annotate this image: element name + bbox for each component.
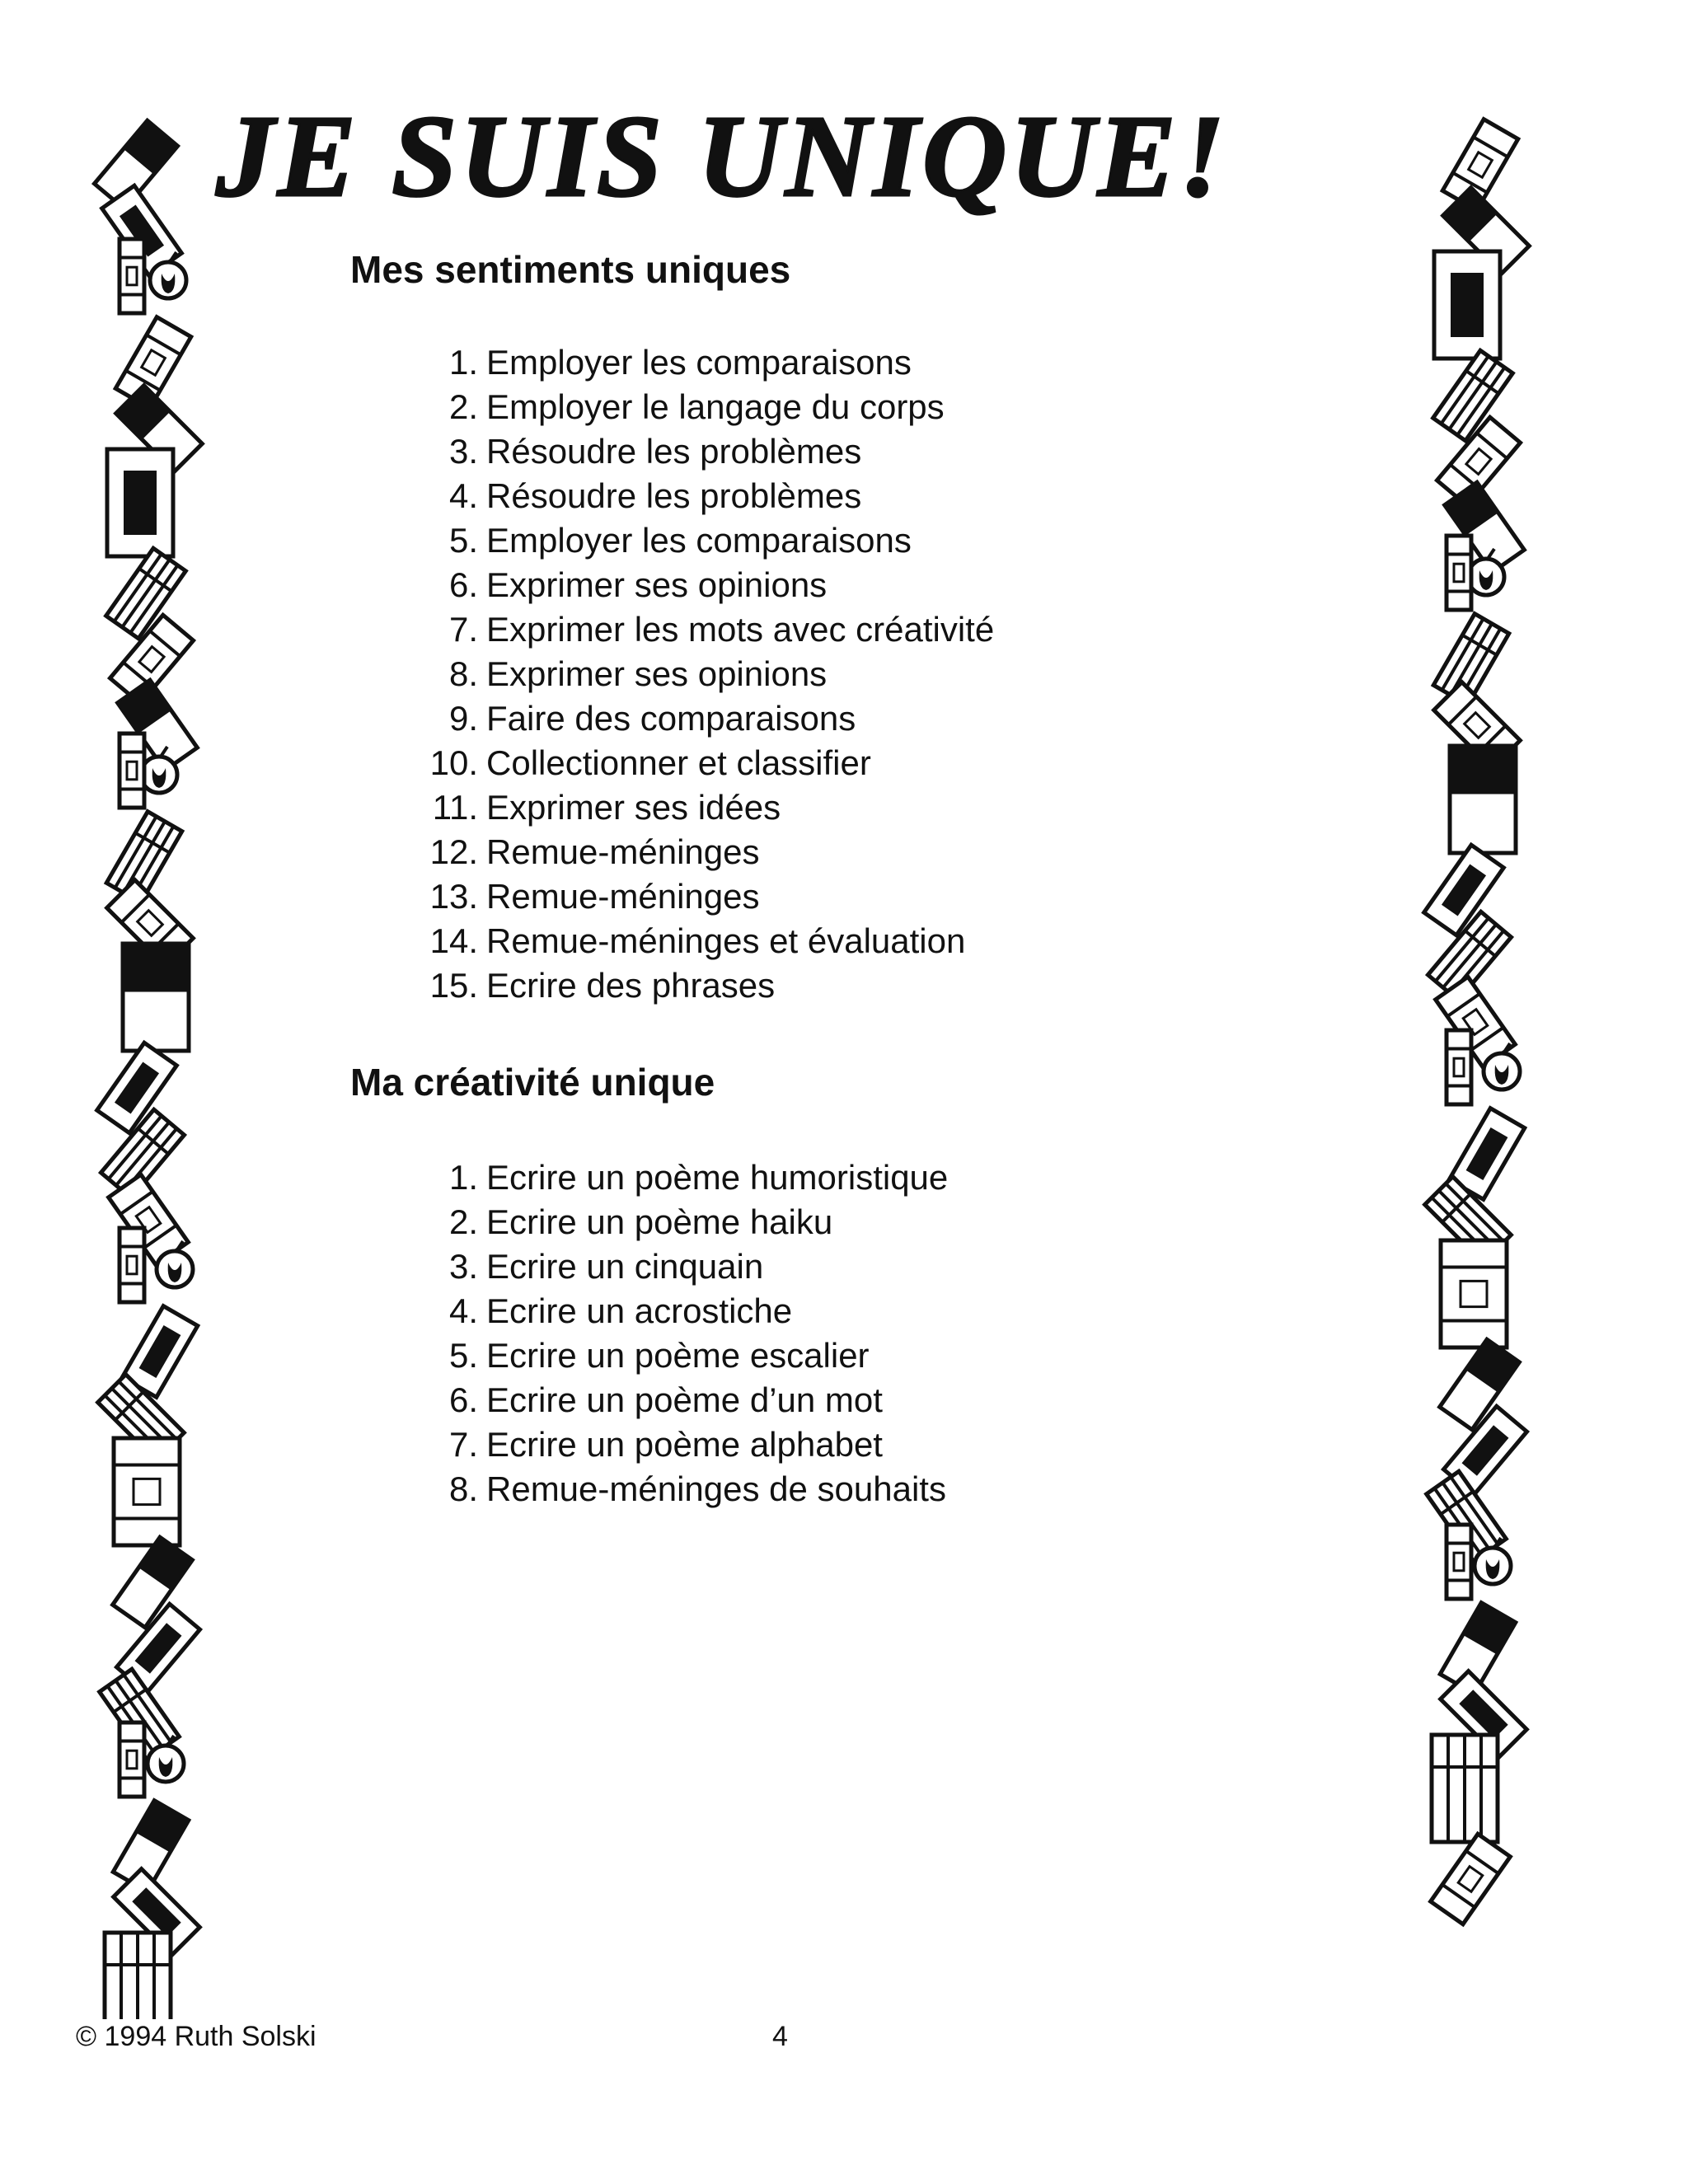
- right-border-group: [1424, 120, 1530, 1924]
- item-text: Exprimer ses idées: [486, 788, 781, 827]
- item-number: 1.: [448, 1158, 478, 1197]
- item-number: 6.: [448, 1380, 478, 1419]
- list-item: [412, 1244, 948, 1289]
- item-number: 12.: [429, 832, 478, 871]
- item-number: 10.: [429, 743, 478, 782]
- list-item: [412, 874, 994, 919]
- creativity-list: [412, 1155, 948, 1511]
- book-icon: [120, 239, 144, 313]
- list-item: [412, 1422, 948, 1467]
- book-icon: [120, 733, 144, 808]
- item-text: Remue-méninges et évaluation: [486, 921, 966, 960]
- book-icon: [1441, 1240, 1507, 1347]
- item-number: 9.: [448, 699, 478, 738]
- item-number: 5.: [448, 521, 478, 560]
- list-item: [412, 1155, 948, 1200]
- item-text: Exprimer ses opinions: [486, 565, 828, 604]
- list-item: [412, 474, 994, 518]
- item-number: 7.: [448, 610, 478, 649]
- item-text: Ecrire un acrostiche: [486, 1291, 793, 1330]
- item-text: Employer le langage du corps: [486, 387, 945, 426]
- item-text: Remue-méninges de souhaits: [486, 1469, 946, 1508]
- book-icon: [1447, 536, 1471, 610]
- item-text: Remue-méninges: [486, 832, 760, 871]
- item-number: 4.: [448, 1291, 478, 1330]
- item-text: Collectionner et classifier: [486, 743, 871, 782]
- page-title: JE SUIS UNIQUE!: [216, 91, 1228, 221]
- item-text: Employer les comparaisons: [486, 343, 912, 382]
- book-icon: [114, 1438, 180, 1545]
- section-heading-creativity: Ma créativité unique: [350, 1061, 715, 1104]
- item-text: Exprimer les mots avec créativité: [486, 610, 995, 649]
- list-item: [412, 1200, 948, 1244]
- book-icon: [1434, 251, 1500, 359]
- page-number: 4: [772, 2021, 788, 2052]
- section-heading-feelings: Mes sentiments uniques: [350, 248, 791, 291]
- book-icon: [105, 1933, 171, 2019]
- book-icon: [1447, 1525, 1471, 1599]
- list-item: [412, 429, 994, 474]
- list-item: [412, 563, 994, 607]
- list-item: [412, 785, 994, 830]
- item-text: Ecrire un cinquain: [486, 1247, 764, 1286]
- feelings-list: [412, 340, 994, 1008]
- item-number: 2.: [448, 387, 478, 426]
- item-text: Ecrire un poème haiku: [486, 1202, 833, 1241]
- list-item: [412, 607, 994, 652]
- item-number: 13.: [429, 877, 478, 916]
- list-item: [412, 919, 994, 963]
- item-number: 8.: [448, 654, 478, 693]
- list-item: [412, 741, 994, 785]
- list-item: [412, 696, 994, 741]
- item-number: 1.: [448, 343, 478, 382]
- item-number: 3.: [448, 432, 478, 471]
- item-text: Résoudre les problèmes: [486, 432, 862, 471]
- item-number: 14.: [429, 921, 478, 960]
- item-text: Ecrire un poème d’un mot: [486, 1380, 883, 1419]
- book-icon: [1447, 1030, 1471, 1104]
- item-number: 4.: [448, 476, 478, 515]
- item-text: Faire des comparaisons: [486, 699, 856, 738]
- book-icon: [120, 1228, 144, 1302]
- list-item: [412, 1333, 948, 1378]
- book-icon: [120, 1722, 144, 1797]
- list-item: [412, 1467, 948, 1511]
- item-text: Ecrire des phrases: [486, 966, 776, 1005]
- list-item: [412, 1378, 948, 1422]
- item-number: 7.: [448, 1425, 478, 1464]
- item-text: Ecrire un poème alphabet: [486, 1425, 883, 1464]
- book-icon: [1432, 1735, 1498, 1842]
- item-text: Remue-méninges: [486, 877, 760, 916]
- item-number: 6.: [448, 565, 478, 604]
- item-number: 11.: [432, 788, 478, 827]
- right-book-border: [1401, 0, 1566, 1937]
- book-icon: [107, 449, 173, 556]
- book-icon: [123, 944, 189, 1051]
- item-number: 5.: [448, 1336, 478, 1375]
- item-number: 3.: [448, 1247, 478, 1286]
- book-icon: [1450, 746, 1516, 853]
- copyright-notice: © 1994 Ruth Solski: [76, 2021, 316, 2052]
- item-text: Ecrire un poème escalier: [486, 1336, 870, 1375]
- list-item: [412, 652, 994, 696]
- list-item: [412, 518, 994, 563]
- item-number: 2.: [448, 1202, 478, 1241]
- item-number: 15.: [429, 966, 478, 1005]
- item-text: Ecrire un poème humoristique: [486, 1158, 949, 1197]
- item-text: Exprimer ses opinions: [486, 654, 828, 693]
- item-text: Employer les comparaisons: [486, 521, 912, 560]
- item-number: 8.: [448, 1469, 478, 1508]
- item-text: Résoudre les problèmes: [486, 476, 862, 515]
- book-icon: [1431, 1834, 1511, 1924]
- list-item: [412, 385, 994, 429]
- left-book-border: [74, 0, 272, 2019]
- left-border-group: [94, 120, 202, 2019]
- list-item: [412, 830, 994, 874]
- list-item: [412, 1289, 948, 1333]
- list-item: [412, 963, 994, 1008]
- list-item: [412, 340, 994, 385]
